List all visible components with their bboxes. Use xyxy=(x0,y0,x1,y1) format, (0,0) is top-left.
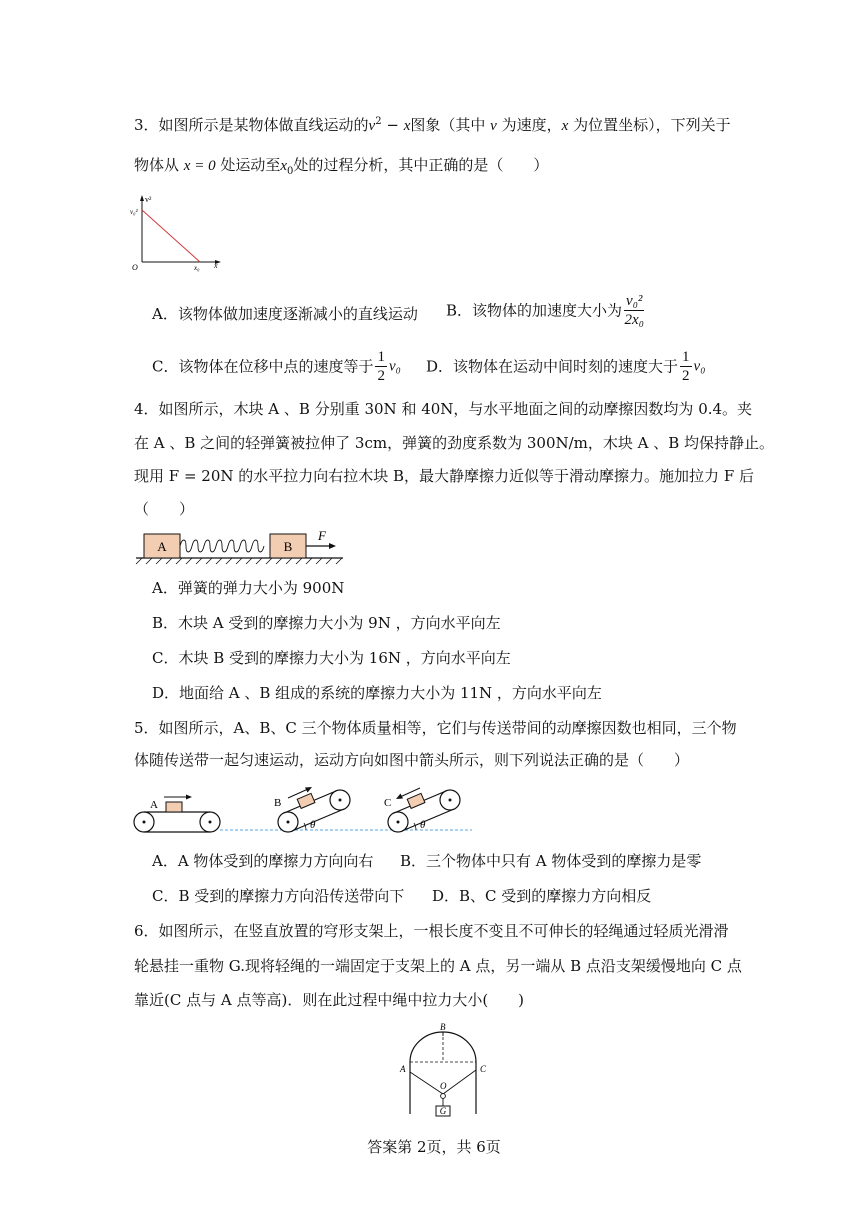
q3-x-tick-label: x₀ xyxy=(194,264,200,272)
q3-stem-line1: 3．如图所示是某物体做直线运动的$v^2 - x$图象（其中 v 为速度，x 为位置坐标），下列关于 xyxy=(134,116,731,134)
q3-option-b[interactable]: B．该物体的加速度大小为 $\frac{\text{v₀²}}{\text{2x₀}}$ xyxy=(446,293,644,328)
page-footer: 答案第 2页，共 6页 xyxy=(367,1138,501,1156)
q5-conveyor-figure xyxy=(128,786,478,838)
q5-box-c xyxy=(407,793,425,808)
svg-text:G: G xyxy=(439,1106,447,1116)
q4-option-b[interactable]: B．木块 A 受到的摩擦力大小为 9N ，方向水平向左 xyxy=(152,614,501,632)
q6-stem-line1: 6．如图所示，在竖直放置的穹形支架上，一根长度不变且不可伸长的轻绳通过轻质光滑滑 xyxy=(134,922,729,940)
q6-stem-line2: 轮悬挂一重物 G.现将轻绳的一端固定于支架上的 A 点，另一端从 B 点沿支架缓慢地向 C 点 xyxy=(134,957,742,975)
q5-option-d[interactable]: D．B、C 受到的摩擦力方向相反 xyxy=(432,887,652,905)
q4-stem-line4: （ ） xyxy=(134,500,195,518)
svg-text:A: A xyxy=(157,539,167,554)
q6-label-a: A xyxy=(400,1064,406,1074)
q5-belt-c xyxy=(384,788,460,832)
q5-angle-c: θ xyxy=(420,819,426,831)
q5-stem-line1: 5．如图所示，A、B、C 三个物体质量相等，它们与传送带间的动摩擦因数也相同，三个物 xyxy=(134,719,737,737)
q6-label-c: C xyxy=(480,1064,487,1074)
q6-label-b: B xyxy=(440,1022,446,1032)
q6-stem-line3: 靠近(C 点与 A 点等高)．则在此过程中绳中拉力大小( ) xyxy=(134,991,525,1009)
q4-stem-line2: 在 A 、B 之间的轻弹簧被拉伸了 3cm，弹簧的劲度系数为 300N/m，木块 A 、B 均保持静止。 xyxy=(134,434,775,452)
q5-belt-a xyxy=(134,795,220,833)
q5-option-a[interactable]: A．A 物体受到的摩擦力方向向右 xyxy=(152,852,374,870)
q4-force-label: F xyxy=(318,528,326,543)
q3-origin-label: O xyxy=(132,263,138,272)
q5-stem-line2: 体随传送带一起匀速运动，运动方向如图中箭头所示，则下列说法正确的是（ ） xyxy=(134,751,690,769)
q5-box-b xyxy=(297,793,315,808)
q4-option-c[interactable]: C．木块 B 受到的摩擦力大小为 16N ，方向水平向左 xyxy=(152,649,511,667)
q3-y-axis-label: v² xyxy=(145,195,152,204)
q3-option-d[interactable]: D．该物体在运动中间时刻的速度大于 $\frac{1}{2}$ v₀ xyxy=(426,349,706,384)
q4-option-d[interactable]: D．地面给 A 、B 组成的系统的摩擦力大小为 11N ，方向水平向左 xyxy=(152,684,602,702)
q5-option-b[interactable]: B．三个物体中只有 A 物体受到的摩擦力是零 xyxy=(400,852,702,870)
q5-belt-b xyxy=(274,787,350,832)
q6-arch-frame-figure xyxy=(396,1022,492,1122)
q4-spring xyxy=(180,540,264,552)
q5-box-a xyxy=(166,802,182,812)
q4-option-a[interactable]: A．弹簧的弹力大小为 900N xyxy=(152,579,345,597)
q3-option-c[interactable]: C．该物体在位移中点的速度等于 $\frac{1}{2}$ v₀ xyxy=(152,349,401,384)
q3-x-axis-label: x xyxy=(214,261,218,270)
q4-stem-line3: 现用 F = 20N 的水平拉力向右拉木块 B，最大静摩擦力近似等于滑动摩擦力。施加拉力 F 后 xyxy=(134,467,754,485)
q5-label-a: A xyxy=(150,799,158,811)
svg-text:B: B xyxy=(283,539,293,554)
q5-label-b: B xyxy=(274,797,282,809)
q5-angle-b: θ xyxy=(310,819,316,831)
q3-option-a[interactable]: A．该物体做加速度逐渐减小的直线运动 xyxy=(152,305,418,323)
q5-option-c[interactable]: C．B 受到的摩擦力方向沿传送带向下 xyxy=(152,887,405,905)
q5-label-c: C xyxy=(384,797,392,809)
q3-y-tick-label: v₀² xyxy=(130,208,138,216)
q6-label-o: O xyxy=(440,1081,447,1091)
q3-stem-line2: 物体从 x = 0 处运动至$x_0$处的过程分析，其中正确的是（ ） xyxy=(134,156,549,177)
q3-v2-x-graph xyxy=(128,192,228,272)
q4-stem-line1: 4．如图所示，木块 A 、B 分别重 30N 和 40N，与水平地面之间的动摩擦因数均为 0.4。夹 xyxy=(134,400,753,418)
q4-spring-blocks-figure xyxy=(128,526,348,566)
